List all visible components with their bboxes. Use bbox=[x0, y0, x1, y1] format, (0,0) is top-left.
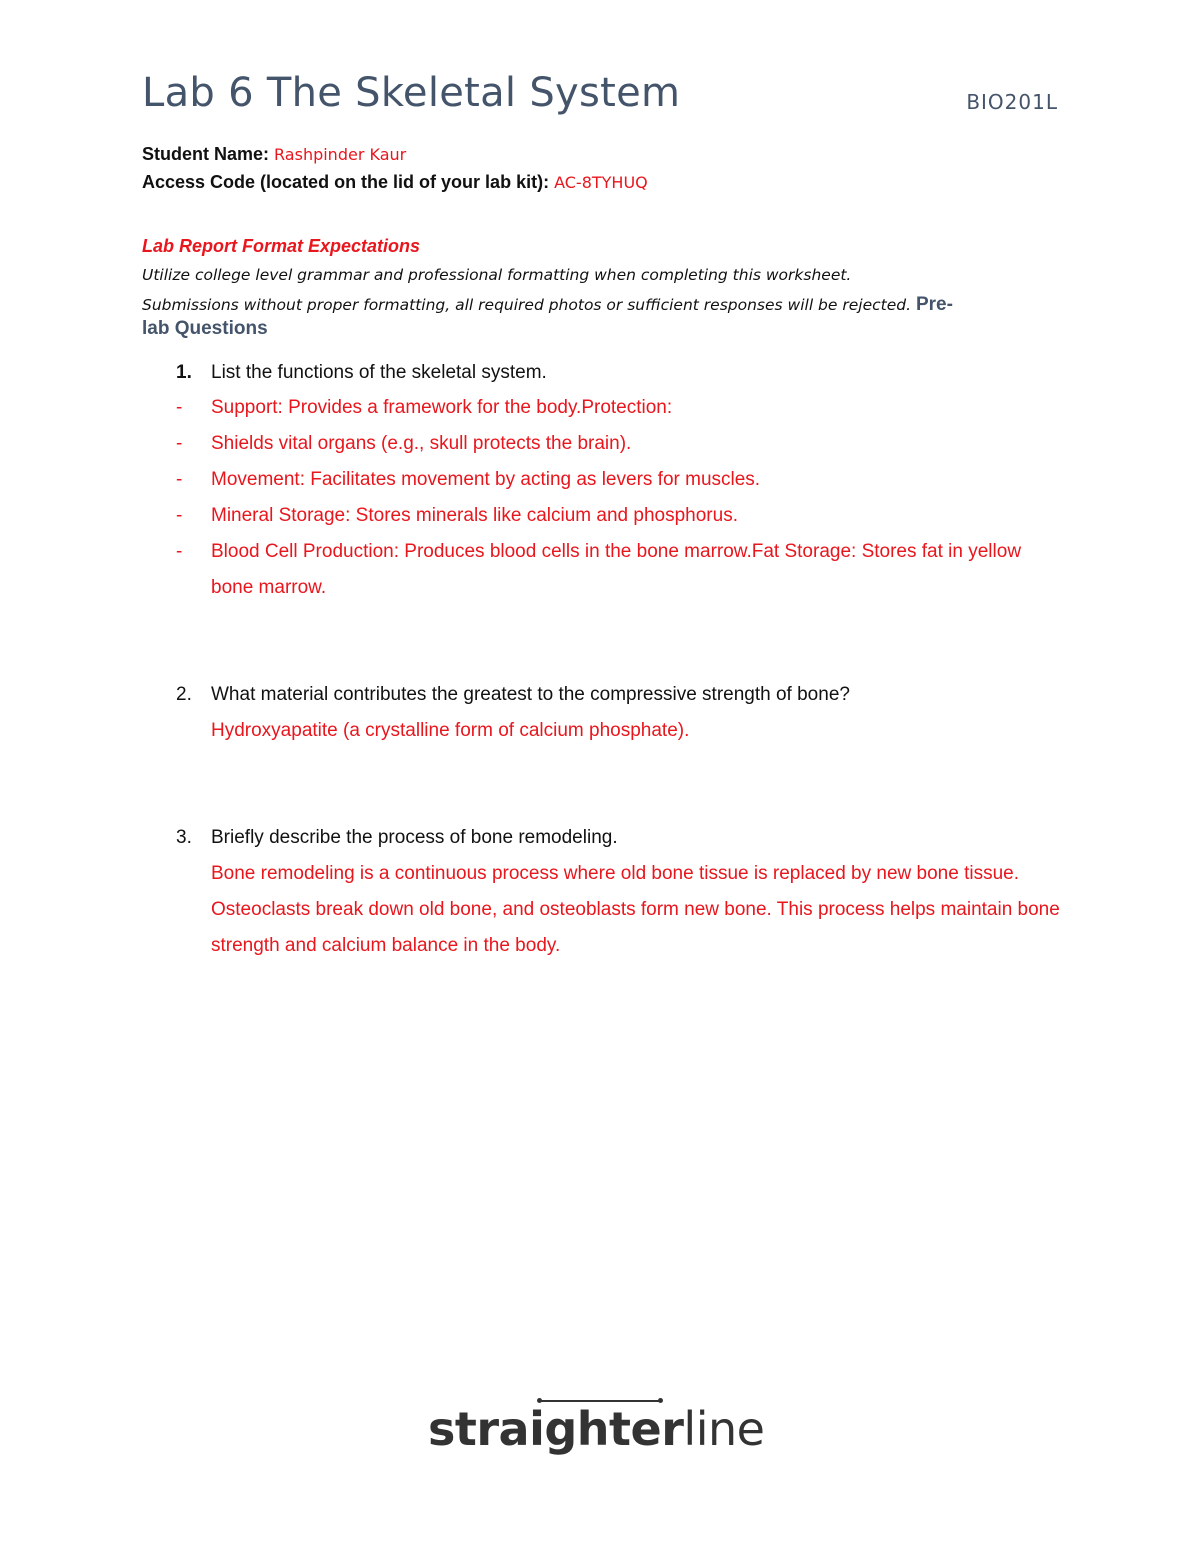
answer-bullet-5: Blood Cell Production: Produces blood cells in the bone marrow.Fat Storage: Stores fat in yellow bone marrow. bbox=[211, 541, 1022, 598]
bullet-marker: - bbox=[176, 469, 183, 490]
straighterline-logo bbox=[428, 1400, 768, 1470]
format-heading: Lab Report Format Expectations bbox=[142, 236, 421, 256]
answer-bullet-2: Shields vital organs (e.g., skull protects the brain). bbox=[211, 433, 632, 454]
page-title: Lab 6 The Skeletal System bbox=[142, 70, 681, 116]
student-name-field bbox=[142, 144, 406, 165]
question-3 bbox=[176, 827, 618, 849]
course-code: BIO201L bbox=[966, 90, 1058, 114]
access-code-value: AC-8TYHUQ bbox=[554, 173, 648, 192]
question-text: List the functions of the skeletal system. bbox=[211, 362, 547, 383]
access-code-label: Access Code (located on the lid of your lab kit): bbox=[142, 172, 550, 192]
bullet-marker: - bbox=[176, 541, 183, 562]
question-number: 3. bbox=[176, 827, 192, 848]
answer-2: Hydroxyapatite (a crystalline form of calcium phosphate). bbox=[211, 720, 690, 741]
question-number: 2. bbox=[176, 684, 192, 705]
bullet-marker: - bbox=[176, 433, 183, 454]
question-text: Briefly describe the process of bone remodeling. bbox=[211, 827, 618, 848]
prelab-heading-part1: Pre- bbox=[915, 294, 953, 315]
bullet-marker: - bbox=[176, 397, 183, 418]
logo-wordmark bbox=[428, 1402, 764, 1456]
question-1 bbox=[176, 362, 547, 384]
answer-bullet-4: Mineral Storage: Stores minerals like calcium and phosphorus. bbox=[211, 505, 738, 526]
format-line-2-text: Submissions without proper formatting, all required photos or sufficient responses will be rejected. bbox=[142, 296, 912, 314]
student-name-value: Rashpinder Kaur bbox=[274, 145, 407, 164]
answer-3: Bone remodeling is a continuous process where old bone tissue is replaced by new bone tissue. Osteoclasts break down old bone, and osteoblasts form new bone. This process helps maintain bone strength and calcium balance in the body. bbox=[211, 863, 1060, 956]
question-number: 1. bbox=[176, 362, 192, 383]
logo-text-light: line bbox=[683, 1402, 765, 1456]
prelab-heading-part2: lab Questions bbox=[142, 318, 268, 339]
bullet-marker: - bbox=[176, 505, 183, 526]
answer-bullet-1: Support: Provides a framework for the body.Protection: bbox=[211, 397, 673, 418]
format-line-2 bbox=[142, 294, 953, 316]
student-name-label: Student Name: bbox=[142, 144, 270, 164]
access-code-field bbox=[142, 172, 648, 193]
answer-bullet-3: Movement: Facilitates movement by acting as levers for muscles. bbox=[211, 469, 761, 490]
question-text: What material contributes the greatest to the compressive strength of bone? bbox=[211, 684, 850, 705]
format-line-1: Utilize college level grammar and professional formatting when completing this worksheet. bbox=[142, 266, 852, 284]
logo-text-bold: straighter bbox=[428, 1402, 684, 1456]
question-2 bbox=[176, 684, 850, 706]
